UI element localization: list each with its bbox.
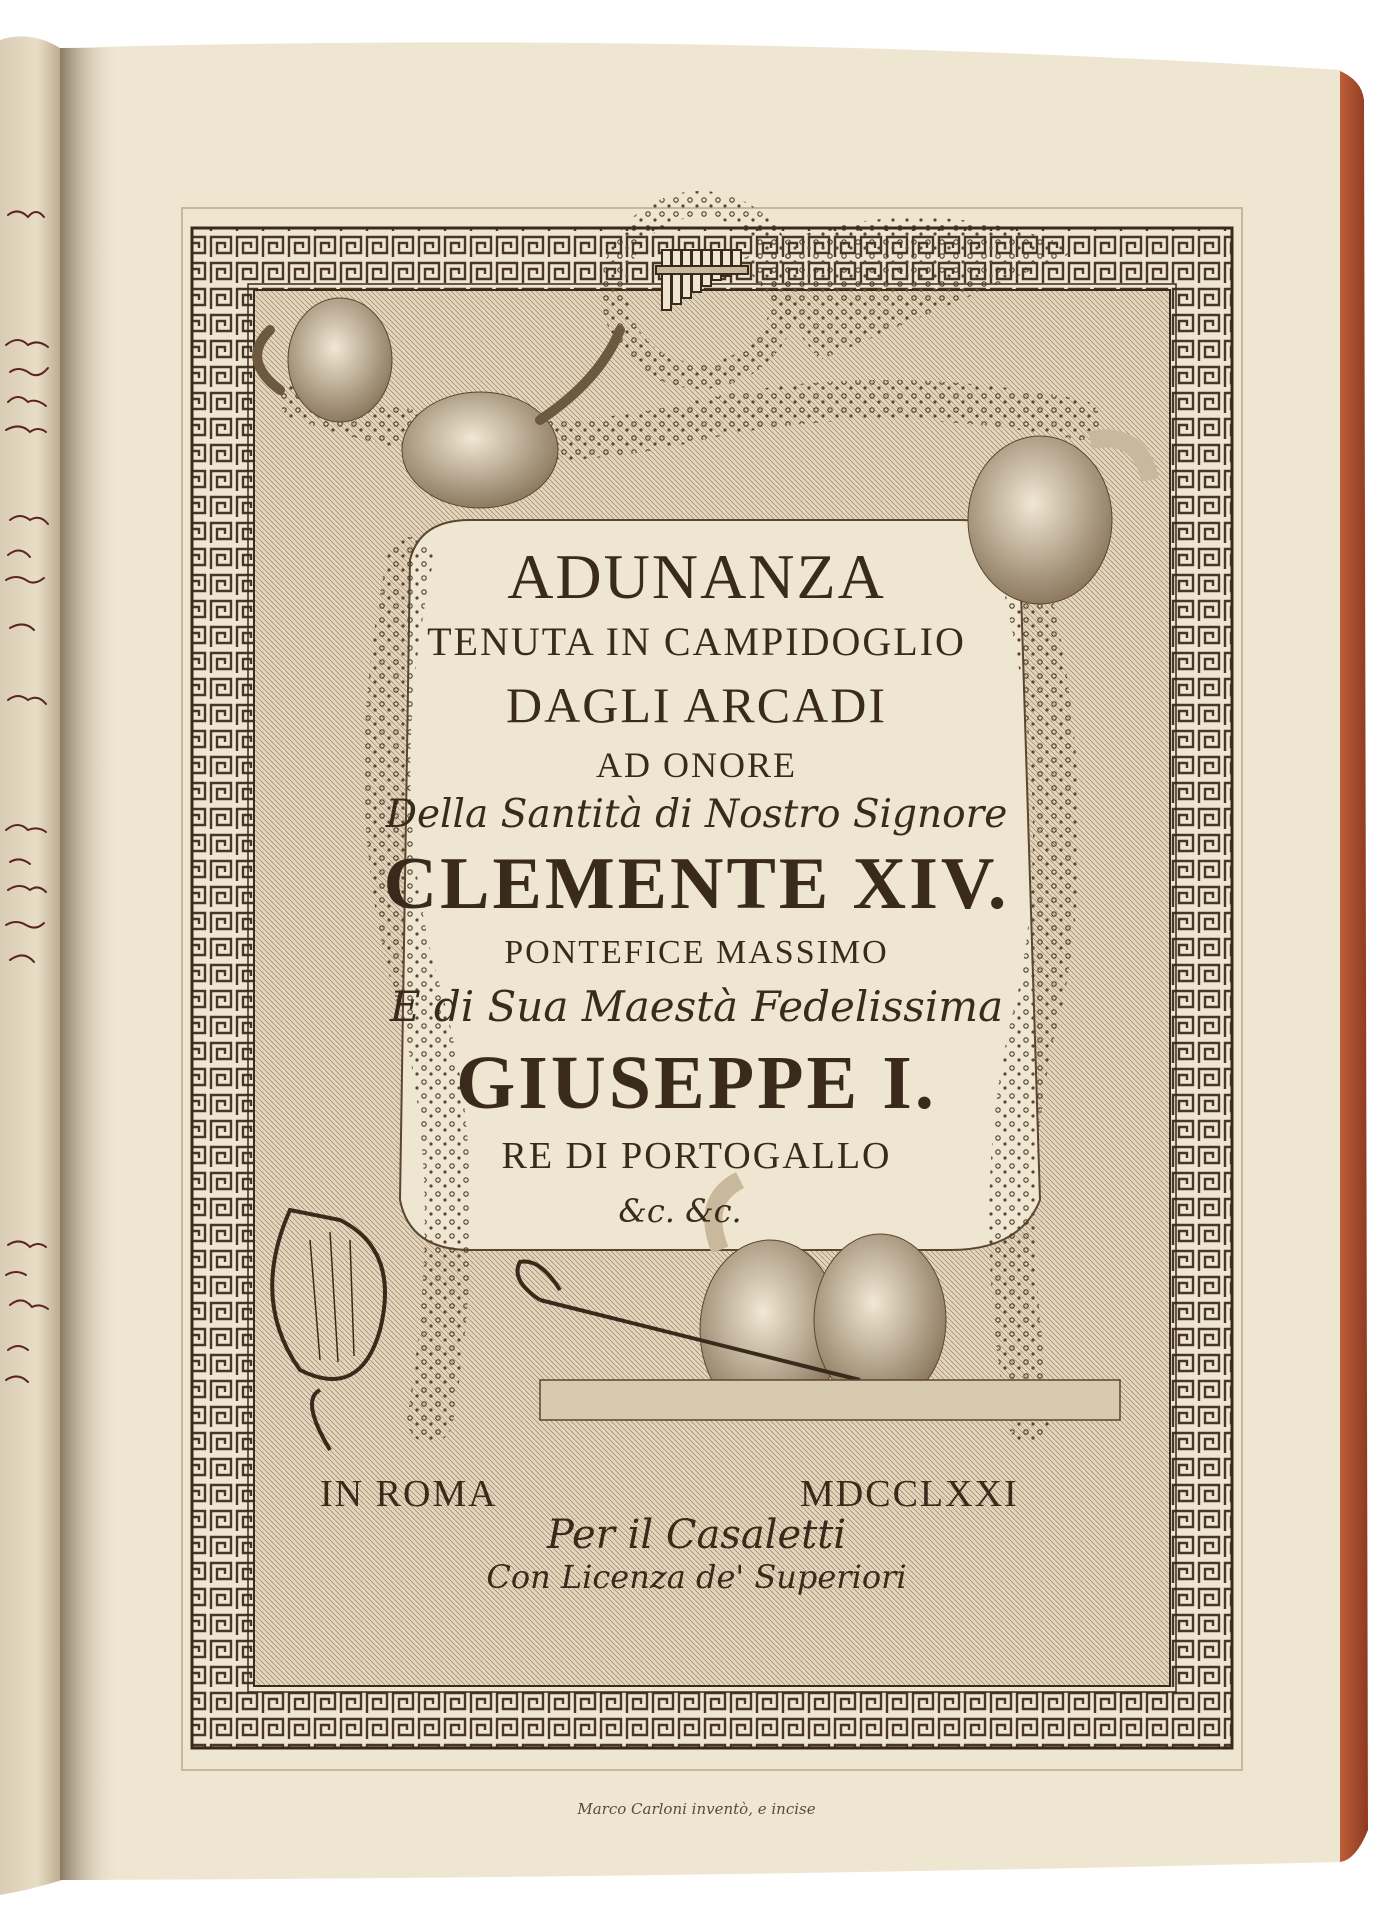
title-re-di-portogallo: RE DI PORTOGALLO (501, 1135, 892, 1177)
title-dagli: DAGLI ARCADI (506, 677, 887, 733)
imprint-place: IN ROMA (320, 1473, 498, 1515)
title-etc: &c. &c. (618, 1192, 742, 1230)
title-adunanza: ADUNANZA (507, 541, 886, 612)
title-ad-onore: AD ONORE (596, 745, 797, 785)
title-sua-maesta: E di Sua Maestà Fedelissima (389, 982, 1004, 1031)
title-tenuta: TENUTA IN CAMPIDOGLIO (427, 619, 966, 664)
title-della-santita: Della Santità di Nostro Signore (385, 792, 1008, 837)
engraver-credit: Marco Carloni inventò, e incise (577, 1800, 816, 1818)
title-clemente: CLEMENTE XIV. (383, 843, 1010, 925)
title-giuseppe: GIUSEPPE I. (456, 1041, 937, 1125)
imprint-license: Con Licenza de' Superiori (486, 1558, 907, 1596)
imprint-printer: Per il Casaletti (546, 1512, 847, 1558)
title-pontefice: PONTEFICE MASSIMO (504, 934, 889, 971)
imprint-date: MDCCLXXI (800, 1473, 1019, 1515)
